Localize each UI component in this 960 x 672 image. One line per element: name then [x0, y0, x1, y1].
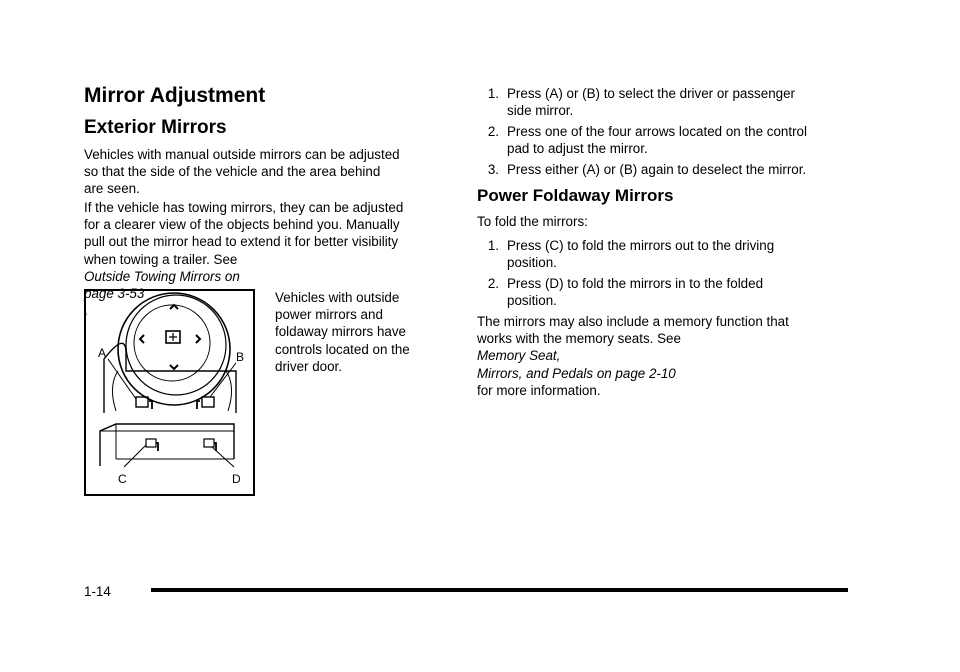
foldaway-intro: To fold the mirrors:: [477, 214, 588, 229]
memory-paragraph: The mirrors may also include a memory function that works with the memory seats. See Memory Seat, Mirrors, and Pedals on page 2-10 for more information.: [477, 314, 789, 398]
figure-caption: Vehicles with outside power mirrors and foldaway mirrors have controls located on the driver door.: [275, 290, 410, 374]
towing-mirrors-page-ref[interactable]: page 3-53: [84, 286, 145, 302]
memory-seat-link[interactable]: Memory Seat,: [477, 348, 561, 364]
exterior-mirrors-heading: Exterior Mirrors: [84, 117, 227, 138]
switch-d: [204, 439, 214, 447]
door-panel-outline: [104, 343, 236, 413]
label-d: D: [232, 472, 241, 486]
page-title: Mirror Adjustment: [84, 84, 266, 107]
exterior-para-1: Vehicles with manual outside mirrors can be adjusted so that the side of the vehicle and the area behind are seen.: [84, 147, 400, 197]
label-c: C: [118, 472, 127, 486]
arrow-down-icon: [170, 365, 178, 369]
control-pad: [126, 295, 226, 395]
switch-b: [202, 397, 214, 407]
power-foldaway-heading: Power Foldaway Mirrors: [477, 186, 674, 205]
exterior-para-2: If the vehicle has towing mirrors, they can be adjusted for a clearer view of the objects behind you. Manually pull out the mirror head to extend it for better visibility when towing a trailer. See Outside Towing Mirrors on page 3-53 .: [84, 200, 404, 319]
mirror-control-illustration: [84, 289, 255, 496]
label-a: A: [98, 346, 107, 360]
footer-rule: [151, 588, 848, 592]
label-b: B: [236, 350, 245, 364]
memory-seat-page-ref[interactable]: Mirrors, and Pedals on page 2-10: [477, 365, 676, 381]
switch-c: [146, 439, 156, 447]
arrow-left-icon: [140, 335, 144, 343]
arrow-right-icon: [196, 335, 200, 343]
page-number: 1-14: [84, 584, 111, 599]
towing-mirrors-link[interactable]: Outside Towing Mirrors on: [84, 268, 240, 284]
